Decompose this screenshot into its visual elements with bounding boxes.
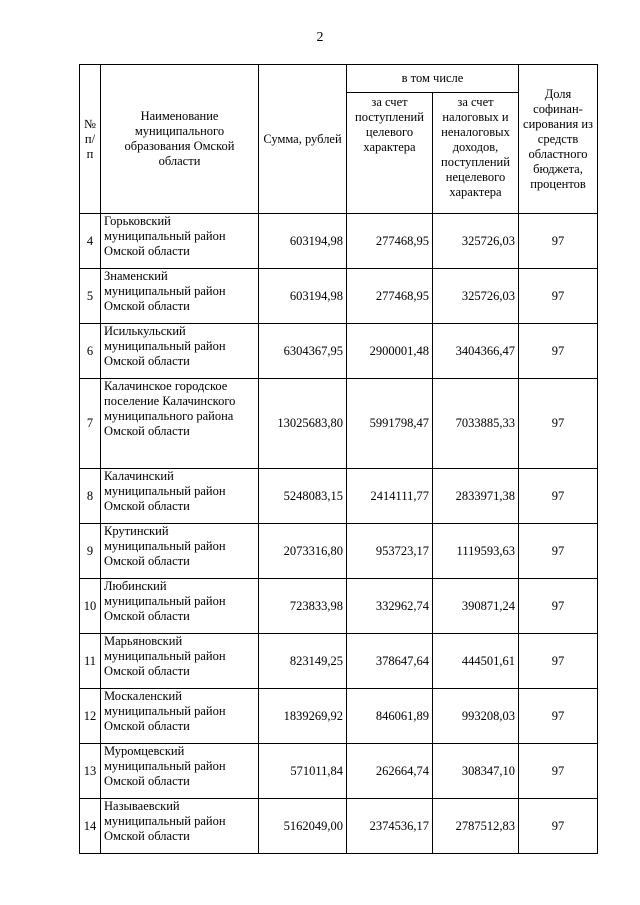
table-row [80, 524, 598, 579]
table-row [80, 579, 598, 634]
row-number: 7 [80, 379, 101, 469]
tax-value: 993208,03 [433, 689, 519, 744]
target-value: 277468,95 [347, 214, 433, 269]
tax-value: 1119593,63 [433, 524, 519, 579]
table-row [80, 324, 598, 379]
target-value: 953723,17 [347, 524, 433, 579]
share-value: 97 [519, 634, 598, 689]
tax-value: 3404366,47 [433, 324, 519, 379]
table-body [80, 214, 598, 854]
row-number: 8 [80, 469, 101, 524]
tax-value: 325726,03 [433, 269, 519, 324]
header-tax: за счет налоговых и неналоговых доходов, поступлений нецелевого характера [433, 93, 519, 214]
sum-value: 13025683,80 [259, 379, 347, 469]
municipality-name: Муромцевский муниципальный район Омской области [101, 744, 259, 799]
table-row [80, 269, 598, 324]
share-value: 97 [519, 524, 598, 579]
tax-value: 325726,03 [433, 214, 519, 269]
table-header [80, 65, 598, 214]
row-number: 4 [80, 214, 101, 269]
target-value: 378647,64 [347, 634, 433, 689]
sum-value: 6304367,95 [259, 324, 347, 379]
target-value: 2414111,77 [347, 469, 433, 524]
share-value: 97 [519, 579, 598, 634]
municipality-name: Калачинское городское поселение Калачинского муниципального района Омской области [101, 379, 259, 469]
share-value: 97 [519, 689, 598, 744]
funding-table [79, 64, 598, 854]
municipality-name: Калачинский муниципальный район Омской области [101, 469, 259, 524]
target-value: 846061,89 [347, 689, 433, 744]
target-value: 262664,74 [347, 744, 433, 799]
row-number: 9 [80, 524, 101, 579]
municipality-name: Крутинский муниципальный район Омской области [101, 524, 259, 579]
share-value: 97 [519, 214, 598, 269]
header-share: Доля софинан-сирования из средств областного бюджета, процентов [519, 65, 598, 214]
tax-value: 390871,24 [433, 579, 519, 634]
sum-value: 5162049,00 [259, 799, 347, 854]
row-number: 10 [80, 579, 101, 634]
target-value: 5991798,47 [347, 379, 433, 469]
sum-value: 571011,84 [259, 744, 347, 799]
table-row [80, 214, 598, 269]
table-row [80, 634, 598, 689]
tax-value: 308347,10 [433, 744, 519, 799]
sum-value: 603194,98 [259, 214, 347, 269]
row-number: 13 [80, 744, 101, 799]
table-row [80, 744, 598, 799]
row-number: 6 [80, 324, 101, 379]
tax-value: 2787512,83 [433, 799, 519, 854]
target-value: 2374536,17 [347, 799, 433, 854]
share-value: 97 [519, 799, 598, 854]
row-number: 5 [80, 269, 101, 324]
row-number: 11 [80, 634, 101, 689]
sum-value: 823149,25 [259, 634, 347, 689]
tax-value: 444501,61 [433, 634, 519, 689]
share-value: 97 [519, 324, 598, 379]
sum-value: 723833,98 [259, 579, 347, 634]
table-row [80, 689, 598, 744]
header-num: № п/п [80, 65, 101, 214]
municipality-name: Любинский муниципальный район Омской области [101, 579, 259, 634]
table-row [80, 799, 598, 854]
sum-value: 5248083,15 [259, 469, 347, 524]
table-row [80, 379, 598, 469]
header-sum: Сумма, рублей [259, 65, 347, 214]
row-number: 14 [80, 799, 101, 854]
sum-value: 2073316,80 [259, 524, 347, 579]
municipality-name: Знаменский муниципальный район Омской области [101, 269, 259, 324]
tax-value: 7033885,33 [433, 379, 519, 469]
municipality-name: Марьяновский муниципальный район Омской области [101, 634, 259, 689]
municipality-name: Называевский муниципальный район Омской области [101, 799, 259, 854]
share-value: 97 [519, 379, 598, 469]
municipality-name: Москаленский муниципальный район Омской области [101, 689, 259, 744]
page-number: 2 [316, 30, 324, 45]
row-number: 12 [80, 689, 101, 744]
sum-value: 603194,98 [259, 269, 347, 324]
tax-value: 2833971,38 [433, 469, 519, 524]
target-value: 2900001,48 [347, 324, 433, 379]
header-target: за счет поступлений целевого характера [347, 93, 433, 214]
share-value: 97 [519, 469, 598, 524]
table-row [80, 469, 598, 524]
target-value: 332962,74 [347, 579, 433, 634]
header-name: Наименование муниципального образования Омской области [101, 65, 259, 214]
share-value: 97 [519, 744, 598, 799]
target-value: 277468,95 [347, 269, 433, 324]
share-value: 97 [519, 269, 598, 324]
municipality-name: Горьковский муниципальный район Омской области [101, 214, 259, 269]
municipality-name: Исилькульский муниципальный район Омской области [101, 324, 259, 379]
sum-value: 1839269,92 [259, 689, 347, 744]
header-including: в том числе [347, 65, 519, 93]
